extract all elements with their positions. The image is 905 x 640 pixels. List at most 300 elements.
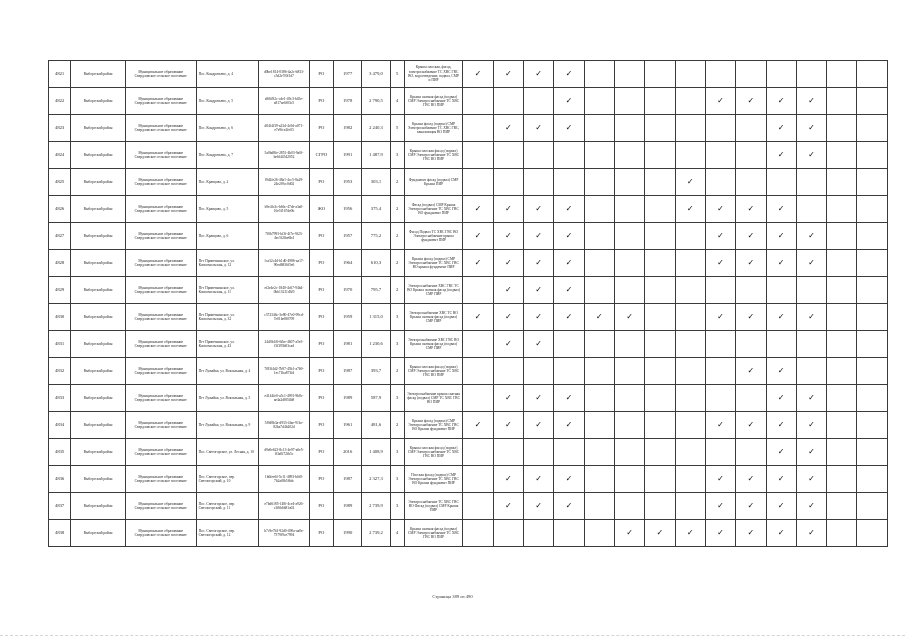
row-number: 4822 [49, 88, 71, 115]
check-mark-icon: ✓ [493, 223, 523, 250]
type-cell: РО [309, 115, 333, 142]
table-row [49, 277, 888, 304]
owner-cell: Муниципальное образование Свердловское сельское поселение [125, 88, 196, 115]
check-mark-icon: ✓ [554, 277, 584, 304]
district-cell: Выборгский район [71, 196, 126, 223]
year-cell: 1964 [334, 250, 362, 277]
type-cell: РО [309, 466, 333, 493]
empty-cell [584, 439, 614, 466]
district-cell: Выборгский район [71, 88, 126, 115]
year-cell: 1989 [334, 493, 362, 520]
empty-cell [857, 331, 888, 358]
year-cell: 2016 [334, 439, 362, 466]
district-cell: Выборгский район [71, 223, 126, 250]
register-table [48, 60, 888, 547]
empty-cell [736, 439, 766, 466]
type-cell: СГРО [309, 142, 333, 169]
type-cell: РО [309, 493, 333, 520]
floors-cell: 3 [390, 466, 404, 493]
district-cell: Выборгский район [71, 331, 126, 358]
empty-cell [554, 169, 584, 196]
check-mark-icon: ✓ [493, 250, 523, 277]
table-row [49, 142, 888, 169]
empty-cell [827, 142, 857, 169]
check-mark-icon: ✓ [493, 304, 523, 331]
empty-cell [827, 412, 857, 439]
type-cell: РО [309, 439, 333, 466]
empty-cell [827, 439, 857, 466]
owner-cell: Муниципальное образование Свердловское сельское поселение [125, 412, 196, 439]
empty-cell [736, 115, 766, 142]
row-number: 4823 [49, 115, 71, 142]
empty-cell [766, 277, 796, 304]
address-cell: Пос. Кравцово, д. 5 [196, 196, 259, 223]
table-row [49, 385, 888, 412]
empty-cell [645, 223, 675, 250]
check-mark-icon: ✓ [524, 277, 554, 304]
empty-cell [614, 277, 644, 304]
works-cell: Крыша плоская фасад (подвал) СМР Электроснабжение ТС ХВС ГВС ВО ПИР [404, 142, 463, 169]
table-row [49, 304, 888, 331]
year-cell: 1961 [334, 412, 362, 439]
empty-cell [827, 304, 857, 331]
empty-cell [857, 412, 888, 439]
empty-cell [827, 223, 857, 250]
empty-cell [584, 358, 614, 385]
empty-cell [614, 385, 644, 412]
empty-cell [675, 115, 705, 142]
floors-cell: 2 [390, 277, 404, 304]
floors-cell: 2 [390, 412, 404, 439]
empty-cell [614, 412, 644, 439]
empty-cell [524, 169, 554, 196]
guid-cell: 1b6fee6f-5c11-4893-b6f0-7b2af8b5f6dc [259, 466, 310, 493]
empty-cell [736, 142, 766, 169]
check-mark-icon: ✓ [493, 115, 523, 142]
empty-cell [675, 466, 705, 493]
address-cell: Пос. Кондратьево, д. 6 [196, 115, 259, 142]
table-row [49, 115, 888, 142]
type-cell: РО [309, 385, 333, 412]
empty-cell [736, 277, 766, 304]
district-cell: Выборгский район [71, 520, 126, 547]
check-mark-icon: ✓ [796, 88, 826, 115]
empty-cell [614, 223, 644, 250]
type-cell: РО [309, 412, 333, 439]
empty-cell [524, 520, 554, 547]
works-cell: Плоская фасад (подвал) СМР Электроснабжение ТС ХВС ГВС ВО Крыша фундамент ПИР [404, 466, 463, 493]
table-row [49, 61, 888, 88]
empty-cell [736, 385, 766, 412]
empty-cell [675, 277, 705, 304]
address-cell: Пос. Кондратьево, д. 5 [196, 88, 259, 115]
empty-cell [493, 358, 523, 385]
empty-cell [463, 358, 493, 385]
empty-cell [524, 142, 554, 169]
empty-cell [554, 331, 584, 358]
empty-cell [584, 250, 614, 277]
empty-cell [857, 277, 888, 304]
year-cell: 1990 [334, 520, 362, 547]
check-mark-icon: ✓ [554, 250, 584, 277]
empty-cell [857, 196, 888, 223]
owner-cell: Муниципальное образование Свердловское сельское поселение [125, 439, 196, 466]
works-cell: Электроснабжение крыша скатная фасад (подвал) СМР ТС ХВС ГВС ВО ПИР [404, 385, 463, 412]
row-number: 4836 [49, 466, 71, 493]
works-cell: Крыша плоская, фасад, электроснабжение ТС ХВС ГВС ВО, водоотведение, подвал, СМР и ПИР [404, 61, 463, 88]
check-mark-icon: ✓ [766, 196, 796, 223]
area-cell: 481,6 [362, 412, 390, 439]
empty-cell [614, 439, 644, 466]
empty-cell [766, 61, 796, 88]
check-mark-icon: ✓ [796, 223, 826, 250]
scan-edge-line [0, 635, 905, 637]
empty-cell [705, 169, 735, 196]
check-mark-icon: ✓ [463, 304, 493, 331]
check-mark-icon: ✓ [736, 520, 766, 547]
district-cell: Выборгский район [71, 169, 126, 196]
empty-cell [675, 142, 705, 169]
area-cell: 1 315,0 [362, 304, 390, 331]
empty-cell [796, 169, 826, 196]
check-mark-icon: ✓ [524, 250, 554, 277]
check-mark-icon: ✓ [493, 61, 523, 88]
owner-cell: Муниципальное образование Свердловское сельское поселение [125, 223, 196, 250]
empty-cell [796, 331, 826, 358]
check-mark-icon: ✓ [493, 277, 523, 304]
empty-cell [524, 439, 554, 466]
address-cell: Пгт Лужайка, ул. Вокзальная, д. 5 [196, 385, 259, 412]
check-mark-icon: ✓ [796, 250, 826, 277]
empty-cell [584, 115, 614, 142]
empty-cell [766, 331, 796, 358]
district-cell: Выборгский район [71, 412, 126, 439]
check-mark-icon: ✓ [554, 385, 584, 412]
check-mark-icon: ✓ [705, 466, 735, 493]
row-number: 4838 [49, 520, 71, 547]
check-mark-icon: ✓ [736, 196, 766, 223]
empty-cell [463, 169, 493, 196]
empty-cell [736, 331, 766, 358]
table-row [49, 169, 888, 196]
row-number: 4832 [49, 358, 71, 385]
type-cell: РО [309, 277, 333, 304]
address-cell: Пгт Приветнинское, ул. Комсомольская, д. 11 [196, 277, 259, 304]
check-mark-icon: ✓ [705, 196, 735, 223]
type-cell: РО [309, 304, 333, 331]
empty-cell [645, 439, 675, 466]
district-cell: Выборгский район [71, 142, 126, 169]
check-mark-icon: ✓ [766, 250, 796, 277]
empty-cell [614, 358, 644, 385]
empty-cell [614, 169, 644, 196]
check-mark-icon: ✓ [736, 304, 766, 331]
works-cell: Фасад (подвал) СМР Крыша Электроснабжение ТС ХВС ГВС ВО фундамент ПИР [404, 196, 463, 223]
year-cell: 1987 [334, 466, 362, 493]
address-cell: Пос. Светогорское, пер. Светлогорский, д. 12 [196, 520, 259, 547]
address-cell: Пгт Приветнинское, ул. Комсомольская, д. 32 [196, 304, 259, 331]
year-cell: 1981 [334, 331, 362, 358]
works-cell: Крыша плоская фасад (подвал) СМР Электроснабжение ТС ХВС ГВС ВО ПИР [404, 439, 463, 466]
year-cell: 1987 [334, 358, 362, 385]
empty-cell [857, 88, 888, 115]
empty-cell [554, 142, 584, 169]
address-cell: Пгт Приветнинское, ул. Комсомольская, д. 43 [196, 331, 259, 358]
check-mark-icon: ✓ [554, 61, 584, 88]
works-cell: Электроснабжение ХВС ГВС ВО Крыша скатная фасад (подвал) СМР ПИР [404, 331, 463, 358]
check-mark-icon: ✓ [736, 412, 766, 439]
empty-cell [584, 169, 614, 196]
empty-cell [645, 358, 675, 385]
empty-cell [736, 61, 766, 88]
address-cell: Пос. Кондратьево, д. 7 [196, 142, 259, 169]
empty-cell [675, 439, 705, 466]
empty-cell [857, 385, 888, 412]
check-mark-icon: ✓ [796, 520, 826, 547]
guid-cell: 5f9d8b3a-d933-4fae-91bc-82ba7d4b202d [259, 412, 310, 439]
address-cell: Пос. Кондратьево, д. 4 [196, 61, 259, 88]
empty-cell [493, 169, 523, 196]
type-cell: РО [309, 61, 333, 88]
empty-cell [645, 385, 675, 412]
empty-cell [705, 277, 735, 304]
check-mark-icon: ✓ [766, 142, 796, 169]
empty-cell [645, 412, 675, 439]
empty-cell [827, 385, 857, 412]
empty-cell [463, 331, 493, 358]
empty-cell [857, 304, 888, 331]
empty-cell [463, 115, 493, 142]
check-mark-icon: ✓ [766, 88, 796, 115]
row-number: 4833 [49, 385, 71, 412]
guid-cell: a9f6f82c-cde1-49c3-b45e-a817ae6f03c5 [259, 88, 310, 115]
empty-cell [493, 520, 523, 547]
district-cell: Выборгский район [71, 466, 126, 493]
empty-cell [463, 277, 493, 304]
empty-cell [584, 493, 614, 520]
empty-cell [705, 331, 735, 358]
empty-cell [645, 304, 675, 331]
check-mark-icon: ✓ [493, 466, 523, 493]
guid-cell: e7bd6185-148f-4ce4-a926-c3f6b6b81a02 [259, 493, 310, 520]
table-row [49, 223, 888, 250]
check-mark-icon: ✓ [766, 385, 796, 412]
empty-cell [675, 223, 705, 250]
check-mark-icon: ✓ [705, 88, 735, 115]
register-table-body [49, 61, 888, 547]
floors-cell: 2 [390, 169, 404, 196]
empty-cell [614, 493, 644, 520]
empty-cell [827, 169, 857, 196]
empty-cell [645, 115, 675, 142]
floors-cell: 5 [390, 61, 404, 88]
empty-cell [857, 439, 888, 466]
empty-cell [857, 142, 888, 169]
district-cell: Выборгский район [71, 304, 126, 331]
check-mark-icon: ✓ [796, 439, 826, 466]
guid-cell: d9e0e623-8c13-4e97-a6e5-ff3a0f72fb5c [259, 439, 310, 466]
empty-cell [827, 115, 857, 142]
area-cell: 2 240,3 [362, 115, 390, 142]
area-cell: 303,1 [362, 169, 390, 196]
guid-cell: 5a0bd8fe-2851-4b03-9a0f-be6f44542052 [259, 142, 310, 169]
check-mark-icon: ✓ [736, 250, 766, 277]
check-mark-icon: ✓ [796, 115, 826, 142]
check-mark-icon: ✓ [736, 88, 766, 115]
empty-cell [463, 88, 493, 115]
check-mark-icon: ✓ [705, 412, 735, 439]
empty-cell [645, 493, 675, 520]
empty-cell [675, 412, 705, 439]
table-row [49, 466, 888, 493]
check-mark-icon: ✓ [524, 196, 554, 223]
empty-cell [857, 520, 888, 547]
empty-cell [493, 88, 523, 115]
empty-cell [857, 466, 888, 493]
table-row [49, 331, 888, 358]
empty-cell [584, 385, 614, 412]
floors-cell: 5 [390, 115, 404, 142]
empty-cell [584, 88, 614, 115]
empty-cell [645, 196, 675, 223]
check-mark-icon: ✓ [554, 223, 584, 250]
empty-cell [705, 142, 735, 169]
owner-cell: Муниципальное образование Свердловское сельское поселение [125, 331, 196, 358]
empty-cell [827, 88, 857, 115]
check-mark-icon: ✓ [524, 331, 554, 358]
owner-cell: Муниципальное образование Свердловское сельское поселение [125, 61, 196, 88]
empty-cell [645, 142, 675, 169]
empty-cell [645, 61, 675, 88]
empty-cell [584, 223, 614, 250]
owner-cell: Муниципальное образование Свердловское сельское поселение [125, 304, 196, 331]
check-mark-icon: ✓ [705, 250, 735, 277]
check-mark-icon: ✓ [493, 385, 523, 412]
check-mark-icon: ✓ [766, 466, 796, 493]
owner-cell: Муниципальное образование Свердловское сельское поселение [125, 358, 196, 385]
guid-cell: ef2e4e2c-1840-4c67-94b4-0bb13211d3f0 [259, 277, 310, 304]
floors-cell: 4 [390, 520, 404, 547]
check-mark-icon: ✓ [493, 196, 523, 223]
address-cell: Пгт Приветнинское, ул. Комсомольская, д. 12 [196, 250, 259, 277]
empty-cell [705, 385, 735, 412]
empty-cell [584, 412, 614, 439]
guid-cell: b7c9e7b3-92d0-490a-aa0e-7579f9ce7994 [259, 520, 310, 547]
address-cell: Пос. Светогорское, пер. Светлогорский, д. 11 [196, 493, 259, 520]
table-row [49, 250, 888, 277]
type-cell: РО [309, 358, 333, 385]
year-cell: 1953 [334, 169, 362, 196]
check-mark-icon: ✓ [554, 466, 584, 493]
empty-cell [584, 277, 614, 304]
check-mark-icon: ✓ [614, 520, 644, 547]
address-cell: Пос. Светогорское, пер. Светлогорский, д. 10 [196, 466, 259, 493]
check-mark-icon: ✓ [766, 493, 796, 520]
empty-cell [675, 493, 705, 520]
empty-cell [614, 466, 644, 493]
check-mark-icon: ✓ [705, 520, 735, 547]
district-cell: Выборгский район [71, 250, 126, 277]
works-cell: Электроснабжение ТС ХВС ГВС ВО Фасад (подвал) СМР Крыша ПИР [404, 493, 463, 520]
empty-cell [827, 196, 857, 223]
empty-cell [857, 115, 888, 142]
empty-cell [766, 169, 796, 196]
check-mark-icon: ✓ [554, 304, 584, 331]
type-cell: РО [309, 520, 333, 547]
owner-cell: Муниципальное образование Свердловское сельское поселение [125, 277, 196, 304]
row-number: 4829 [49, 277, 71, 304]
empty-cell [857, 223, 888, 250]
district-cell: Выборгский район [71, 385, 126, 412]
empty-cell [463, 493, 493, 520]
district-cell: Выборгский район [71, 493, 126, 520]
district-cell: Выборгский район [71, 61, 126, 88]
floors-cell: 2 [390, 250, 404, 277]
guid-cell: d04f4f39-a23d-4c9d-a071-e7e9fce2fe03 [259, 115, 310, 142]
works-cell: Фасад Подвал ТС ХВС ГВС ВО Электроснабжение крыша фундамент ПИР [404, 223, 463, 250]
check-mark-icon: ✓ [796, 493, 826, 520]
empty-cell [796, 358, 826, 385]
check-mark-icon: ✓ [493, 412, 523, 439]
area-cell: 610,3 [362, 250, 390, 277]
row-number: 4828 [49, 250, 71, 277]
check-mark-icon: ✓ [645, 520, 675, 547]
owner-cell: Муниципальное образование Свердловское сельское поселение [125, 493, 196, 520]
check-mark-icon: ✓ [705, 493, 735, 520]
floors-cell: 3 [390, 439, 404, 466]
empty-cell [675, 358, 705, 385]
check-mark-icon: ✓ [796, 304, 826, 331]
check-mark-icon: ✓ [554, 493, 584, 520]
empty-cell [705, 358, 735, 385]
table-row [49, 196, 888, 223]
empty-cell [463, 439, 493, 466]
guid-cell: d0be1814-0386-4a2c-b833-c5d2e7f0f1d7 [259, 61, 310, 88]
check-mark-icon: ✓ [675, 169, 705, 196]
empty-cell [827, 250, 857, 277]
area-cell: 1 408,9 [362, 439, 390, 466]
floors-cell: 4 [390, 88, 404, 115]
area-cell: 393,7 [362, 358, 390, 385]
empty-cell [675, 304, 705, 331]
empty-cell [827, 331, 857, 358]
check-mark-icon: ✓ [766, 412, 796, 439]
empty-cell [675, 88, 705, 115]
empty-cell [584, 331, 614, 358]
area-cell: 2 739,2 [362, 520, 390, 547]
works-cell: Крыша скатная фасад (подвал) СМР Электроснабжение ТС ХВС ГВС ВО ПИР [404, 88, 463, 115]
empty-cell [614, 142, 644, 169]
guid-cell: 7f83f4d2-7b97-45b1-a7b9-1ec71ba873fd [259, 358, 310, 385]
check-mark-icon: ✓ [736, 493, 766, 520]
check-mark-icon: ✓ [796, 142, 826, 169]
check-mark-icon: ✓ [524, 412, 554, 439]
owner-cell: Муниципальное образование Свердловское сельское поселение [125, 115, 196, 142]
check-mark-icon: ✓ [766, 115, 796, 142]
owner-cell: Муниципальное образование Свердловское сельское поселение [125, 520, 196, 547]
owner-cell: Муниципальное образование Свердловское сельское поселение [125, 466, 196, 493]
check-mark-icon: ✓ [705, 304, 735, 331]
empty-cell [463, 142, 493, 169]
address-cell: Пос. Кравцово, д. 6 [196, 223, 259, 250]
year-cell: 1989 [334, 385, 362, 412]
guid-cell: c372346c-3e80-47e0-99cd-7e01be8f0709 [259, 304, 310, 331]
empty-cell [827, 493, 857, 520]
guid-cell: 24d0b1f6-6fbe-4607-a5e5-f3f393b03cad [259, 331, 310, 358]
empty-cell [554, 439, 584, 466]
check-mark-icon: ✓ [524, 385, 554, 412]
empty-cell [827, 61, 857, 88]
